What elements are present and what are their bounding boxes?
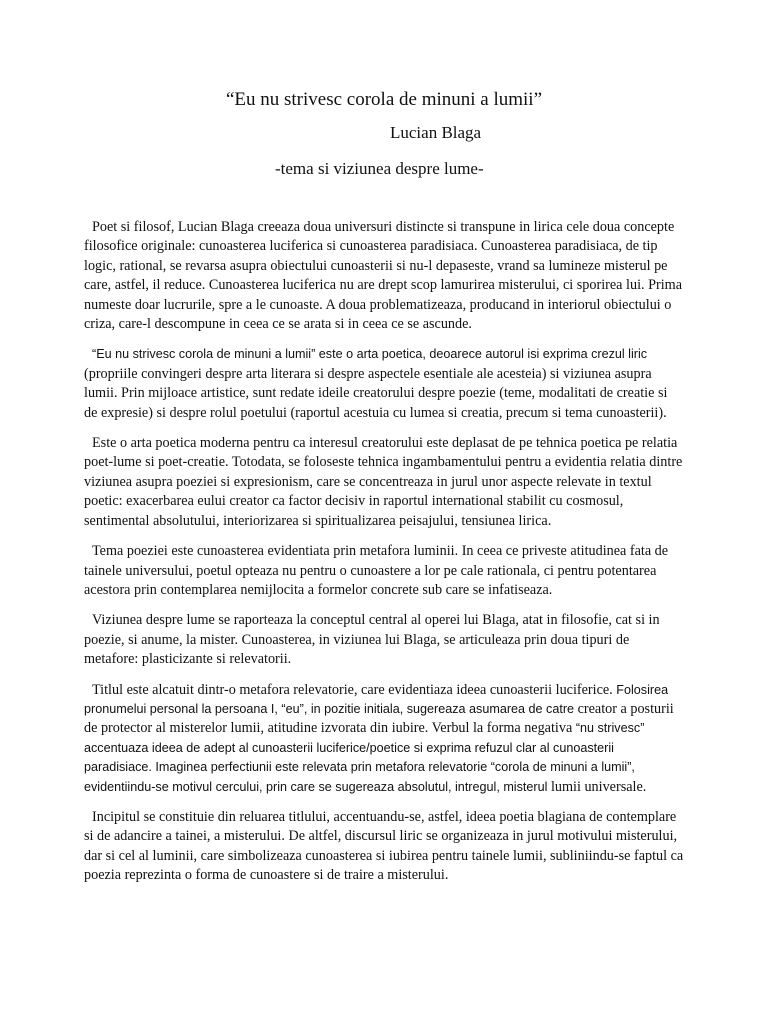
paragraph-2 — [84, 345, 684, 423]
paragraph-6-alt2: “nu strivesc” accentuaza ideea de adept al cunoasterii luciferice/poetice si exprima refuzul clar al cunoasterii paradisiace. Imaginea perfectiunii este relevata prin metafora relevatorie “corola de minuni a lumii”, evidentiindu-se motivul cercului, prin care se sugereaza absolutul, intregul, misterul — [84, 721, 645, 794]
paragraph-6-rest: lumii universale. — [547, 778, 647, 795]
paragraph-2-rest: (propriile convingeri despre arta literara si despre aspectele esentiale ale acesteia) si viziunea asupra lumii. Prin mijloace artistice, sunt redate ideile creatorului despre poezie (teme, modalitati de creatie si de expresie) si despre rolul poetului (raportul acestuia cu lumea si creatia, precum si tema cunoasterii). — [84, 365, 668, 421]
document-body — [84, 218, 684, 897]
page-subtitle: -tema si viziunea despre lume- — [275, 159, 484, 178]
paragraph-6-alt1: Folosirea pronumelui personal la persoana I, “eu”, in pozitie initiala, sugereaza asumarea de catre — [84, 682, 669, 716]
paragraph-6 — [84, 681, 684, 797]
paragraph-3: Este o arta poetica moderna pentru ca interesul creatorului este deplasat de pe tehnica poetica pe relatia poet-lume si poet-creatie. Totodata, se foloseste tehnica ingambamentului pentru a evidentia relatia dintre viziunea asupra poeziei si expresionism, care se concentreaza in jurul unor aspecte relevate in textul poetic: exacerbarea eului creator ca factor decisiv in raportul international stabilit cu cosmosul, sentimental absolutului, interiorizarea si spiritualizarea peisajului, tensiunea lirica. — [84, 435, 683, 529]
paragraph-4: Tema poeziei este cunoasterea evidentiata prin metafora luminii. In ceea ce priveste atitudinea fata de tainele universului, poetul opteaza nu pentru o cunoastere a lor pe cale rationala, ci pentru potentarea acestora prin contemplarea nemijlocita a formelor concrete sub care se infatiseaza. — [84, 543, 669, 598]
paragraph-2-lead: “Eu nu strivesc corola de minuni a lumii” este o arta poetica, deoarece autorul isi exprima crezul liric — [92, 347, 648, 362]
paragraph-7: Incipitul se constituie din reluarea titlului, accentuandu-se, astfel, ideea poetia blagiana de contemplare si de adancire a tainei, a misterului. De altfel, discursul liric se organizeaza in jurul motivului misterului, dar si cel al luminii, care simbolizeaza cunoasterea si iubirea pentru tainele lumii, subliniindu-se faptul ca poezia reprezinta o forma de cunoastere si de traire a misterului. — [84, 808, 684, 884]
paragraph-6-mid: creator a posturii de protector al misterelor lumii, atitudine izvorata din iubire. Verbul la forma negativa — [84, 700, 674, 737]
paragraph-5: Viziunea despre lume se raporteaza la conceptul central al operei lui Blaga, atat in filosofie, cat si in poezie, si anume, la mister. Cunoasterea, in viziunea lui Blaga, se articuleaza prin doua tipuri de metafore: plasticizante si relevatorii. — [84, 612, 660, 668]
page-title: “Eu nu strivesc corola de minuni a lumii” — [225, 89, 543, 110]
author-name: Lucian Blaga — [390, 123, 482, 142]
paragraph-6-lead: Titlul este alcatuit dintr-o metafora relevatorie, care evidentiaza ideea cunoasterii luciferice. — [92, 681, 617, 698]
paragraph-1: Poet si filosof, Lucian Blaga creeaza doua universuri distincte si transpune in lirica cele doua concepte filosofice originale: cunoasterea luciferica si cunoasterea paradisiaca. Cunoasterea paradisiaca, de tip logic, rational, se revarsa asupra obiectului cunoasterii si nu-l depaseste, vrand sa lumineze misterul pe care, astfel, il reduce. Cunoasterea luciferica nu are drept scop lamurirea misterului, ci sporirea lui. Prima numeste doar lucrurile, spre a le cunoaste. A doua problematizeaza, producand in interiorul obiectului o criza, care-l descompune in ceea ce se arata si in ceea ce se ascunde. — [84, 219, 682, 333]
